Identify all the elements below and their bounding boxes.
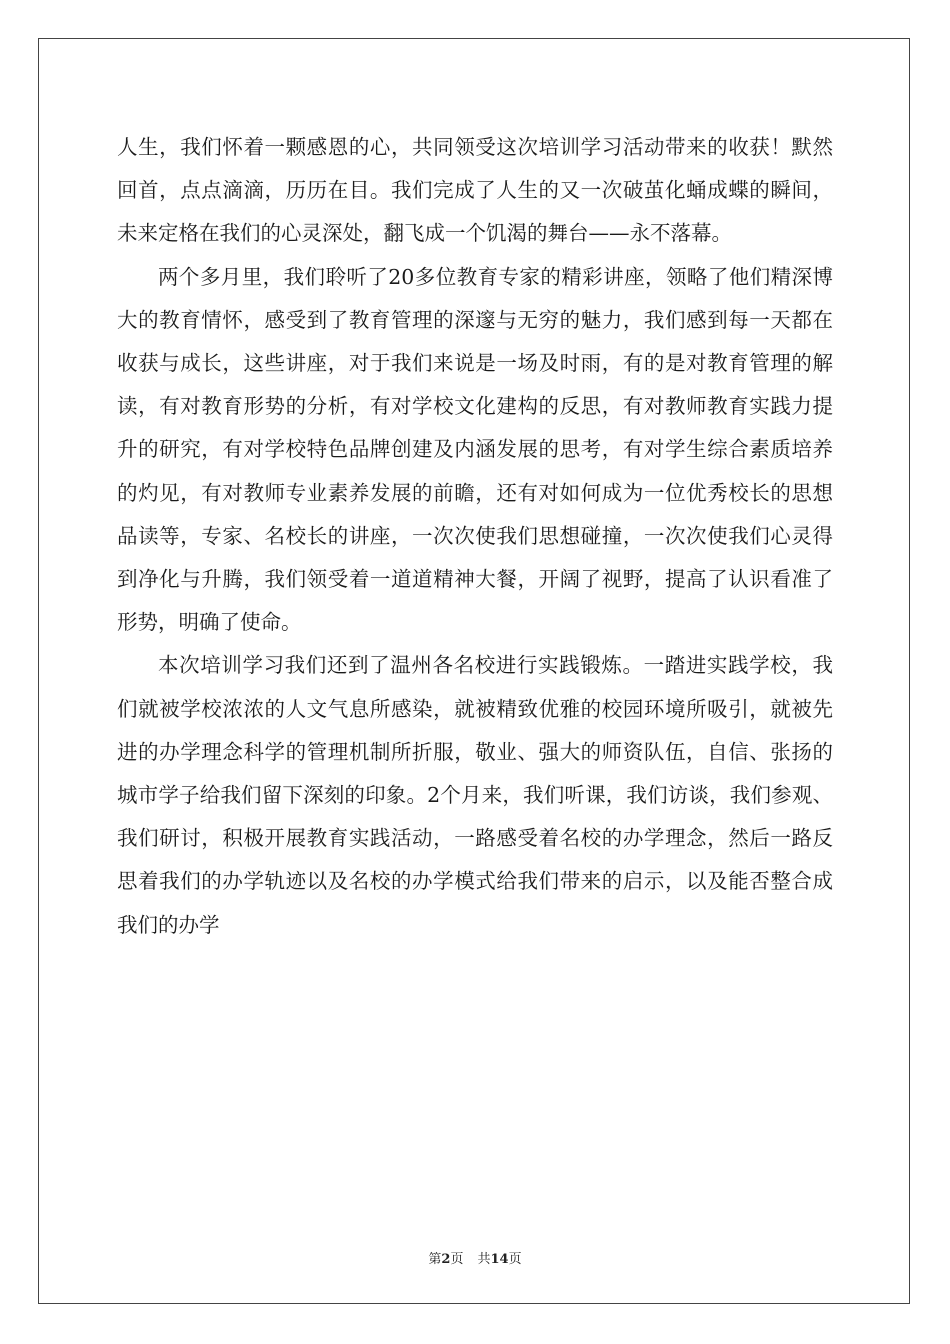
paragraph-practice: 本次培训学习我们还到了温州各名校进行实践锻炼。一踏进实践学校，我们就被学校浓浓的人文气息所感染，就被精致优雅的校园环境所吸引，就被先进的办学理念科学的管理机制所折服，敬业、强大的师资队伍，自信、张扬的城市学子给我们留下深刻的印象。2个月来，我们听课，我们访谈，我们参观、我们研讨，积极开展教育实践活动，一路感受着名校的办学理念，然后一路反思着我们的办学轨迹以及名校的办学模式给我们带来的启示，以及能否整合成我们的办学 [117, 653, 833, 937]
total-prefix: 共 [477, 1252, 491, 1267]
page-footer [0, 1248, 950, 1267]
paragraph-continuation: 人生，我们怀着一颗感恩的心，共同领受这次培训学习活动带来的收获！默然回首，点点滴滴，历历在目。我们完成了人生的又一次破茧化蛹成蝶的瞬间，未来定格在我们的心灵深处，翻飞成一个饥渴的舞台——永不落幕。 [117, 135, 833, 246]
document-body [117, 126, 833, 947]
paragraph-lectures: 两个多月里，我们聆听了20多位教育专家的精彩讲座，领略了他们精深博大的教育情怀，感受到了教育管理的深邃与无穷的魅力，我们感到每一天都在收获与成长，这些讲座，对于我们来说是一场及时雨，有的是对教育管理的解读，有对教育形势的分析，有对学校文化建构的反思，有对教师教育实践力提升的研究，有对学校特色品牌创建及内涵发展的思考，有对学生综合素质培养的灼见，有对教师专业素养发展的前瞻，还有对如何成为一位优秀校长的思想品读等，专家、名校长的讲座，一次次使我们思想碰撞，一次次使我们心灵得到净化与升腾，我们领受着一道道精神大餐，开阔了视野，提高了认识看准了形势，明确了使命。 [117, 264, 833, 635]
total-pages: 14 [490, 1252, 509, 1267]
total-suffix: 页 [508, 1252, 522, 1267]
page-prefix: 第 [428, 1252, 442, 1267]
page-number: 2 [441, 1252, 451, 1267]
page-suffix: 页 [450, 1252, 464, 1267]
